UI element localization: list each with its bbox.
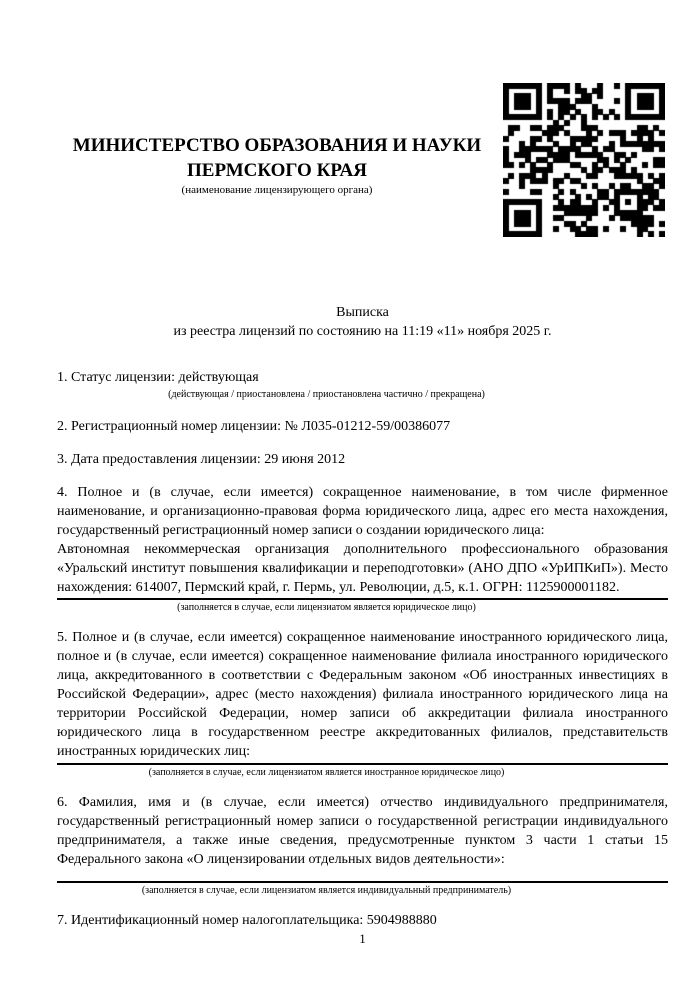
license-status-caption: (действующая / приостановлена / приостановлена частично / прекращена)	[168, 389, 485, 400]
licensing-authority-caption: (наименование лицензирующего органа)	[181, 184, 373, 196]
licensing-authority-name-line1: МИНИСТЕРСТВО ОБРАЗОВАНИЯ И НАУКИ	[72, 135, 482, 156]
document-title-line2: из реестра лицензий по состоянию на 11:19 «11» ноября 2025 г.	[173, 324, 552, 339]
individual-entrepreneur-caption: (заполняется в случае, если лицензиатом является индивидуальный предприниматель)	[141, 885, 512, 896]
item-taxpayer-number	[57, 911, 668, 930]
item-individual-entrepreneur	[57, 793, 668, 897]
document-body	[57, 303, 668, 930]
foreign-entity-blank-field	[57, 761, 668, 765]
item-license-status	[57, 368, 668, 401]
item-foreign-entity	[57, 628, 668, 779]
legal-entity-label: 4. Полное и (в случае, если имеется) сокращенное наименование, в том числе фирменное наименование, и организационно-правовая форма юридического лица, адрес его места нахождения, государственный регистрационный номер записи о создании юридического лица:	[57, 485, 668, 538]
licensing-authority-block	[57, 133, 497, 197]
registration-number-text: 2. Регистрационный номер лицензии: № Л035-01212-59/00386077	[57, 419, 451, 434]
grant-date-text: 3. Дата предоставления лицензии: 29 июня 2012	[57, 452, 346, 467]
license-status-text: 1. Статус лицензии: действующая	[57, 370, 259, 385]
qr-code-icon	[503, 83, 665, 237]
foreign-entity-label: 5. Полное и (в случае, если имеется) сокращенное наименование иностранного юридического лица, полное и (в случае, если имеется) сокращенное наименование филиала иностранного юридического лица, аккредитованного в соответствии с Федеральным законом «Об иностранных инвестициях в Российской Федерации», адрес (место нахождения) филиала иностранного юридического лица на территории Российской Федерации, номер записи об аккредитации филиала иностранного юридического лица в государственном реестре аккредитованных филиалов, представительств иностранных юридических лиц:	[57, 630, 668, 759]
legal-entity-caption: (заполняется в случае, если лицензиатом является юридическое лицо)	[177, 602, 476, 613]
document-header	[0, 0, 700, 303]
individual-entrepreneur-blank-field	[57, 879, 668, 883]
item-grant-date	[57, 450, 668, 469]
item-legal-entity	[57, 483, 668, 614]
foreign-entity-caption: (заполняется в случае, если лицензиатом является иностранное юридическое лицо)	[148, 767, 505, 778]
item-registration-number	[57, 417, 668, 436]
page-number: 1	[359, 931, 366, 946]
document-title-line1: Выписка	[336, 305, 389, 320]
taxpayer-number-text: 7. Идентификационный номер налогоплательщика: 5904988880	[57, 913, 437, 928]
legal-entity-value: Автономная некоммерческая организация дополнительного профессионального образования «Уральский институт повышения квалификации и переподготовки» (АНО ДПО «УрИПКиП»). Место нахождения: 614007, Пермский край, г. Пермь, ул. Революции, д.5, к.1. ОГРН: 1125900001182.	[57, 540, 668, 600]
licensing-authority-name-line2: ПЕРМСКОГО КРАЯ	[187, 160, 367, 181]
document-title	[57, 303, 668, 341]
individual-entrepreneur-label: 6. Фамилия, имя и (в случае, если имеется) отчество индивидуального предпринимателя, государственный регистрационный номер записи о государственной регистрации индивидуального предпринимателя, а также иные сведения, предусмотренные пунктом 3 части 1 статьи 15 Федерального закона «О лицензировании отдельных видов деятельности»:	[57, 795, 668, 867]
